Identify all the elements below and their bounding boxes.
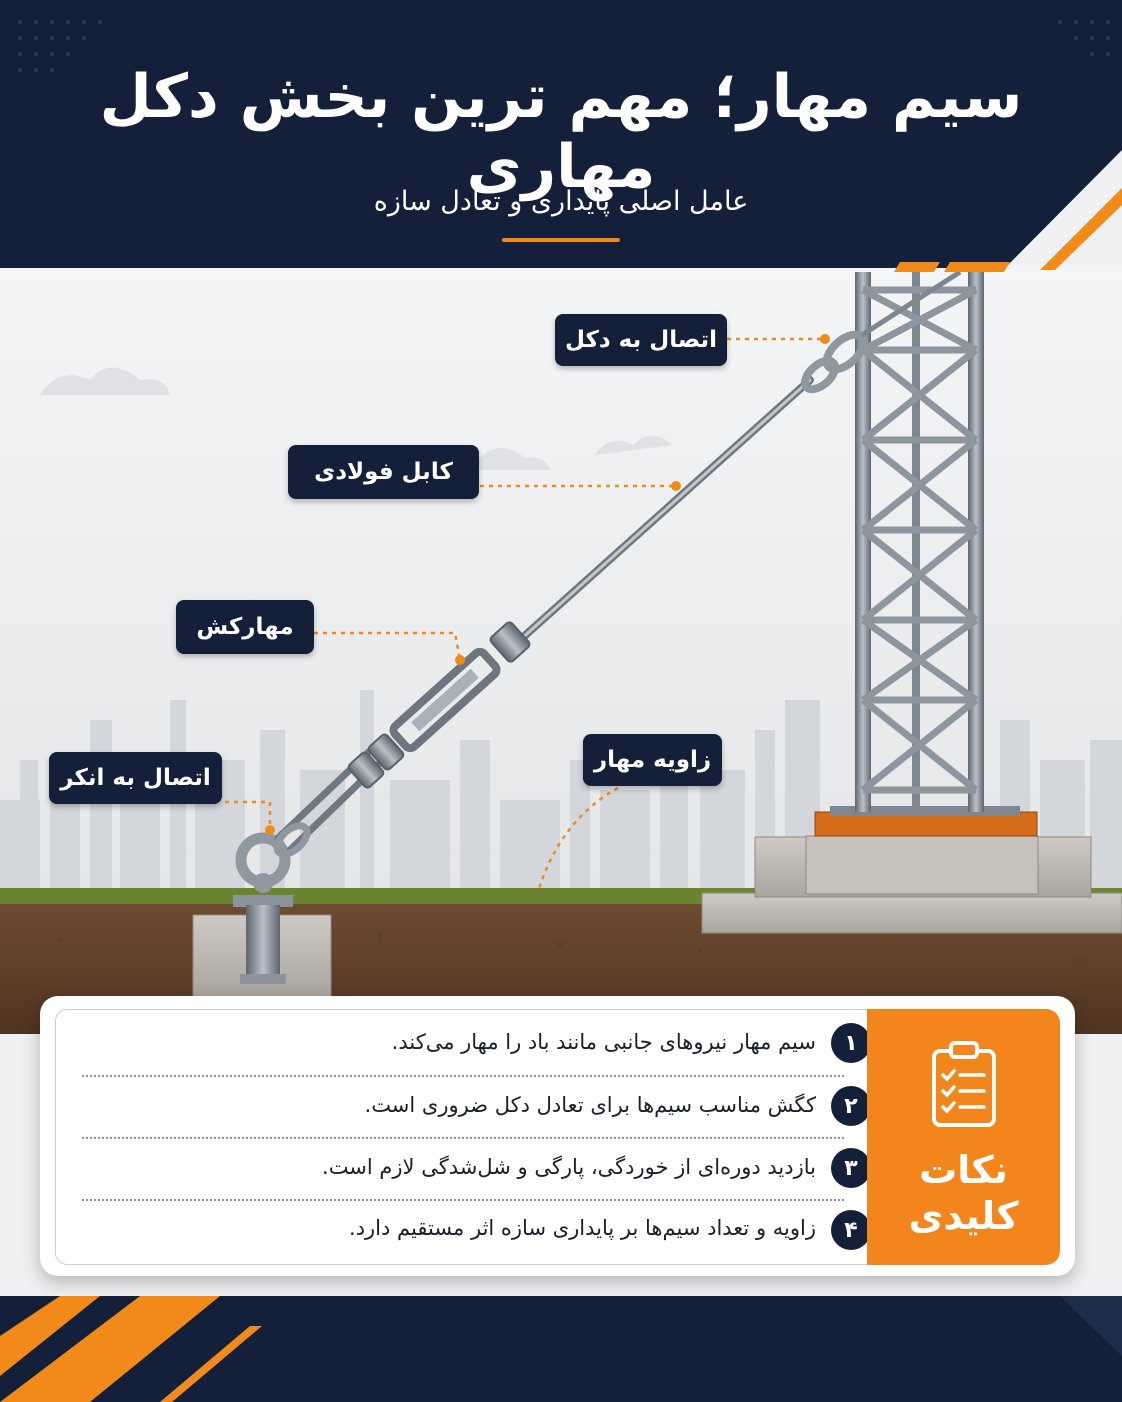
label-steel-cable: کابل فولادی: [288, 445, 479, 499]
subtitle-underline: [502, 238, 620, 242]
key-points-title-line2: کلیدی: [908, 1194, 1019, 1238]
key-point-number: ۴: [831, 1210, 871, 1250]
key-point-text: سیم مهار نیروهای جانبی مانند باد را مهار می‌کند.: [391, 1030, 816, 1054]
clipboard-checklist-icon: [929, 1039, 999, 1129]
key-point-text: بازدید دوره‌ای از خوردگی، پارگی و شل‌شدگی لازم است.: [322, 1155, 816, 1179]
divider: [82, 1075, 844, 1077]
key-point-number: ۱: [831, 1023, 871, 1063]
key-point-text: زاویه و تعداد سیم‌ها بر پایداری سازه اثر مستقیم دارد.: [349, 1216, 816, 1240]
key-points-heading: [867, 1009, 1060, 1265]
header-banner: [0, 0, 1122, 270]
key-points-list: [55, 1009, 907, 1265]
label-mast-connection: اتصال به دکل: [555, 314, 727, 366]
label-anchor-connection: اتصال به انکر: [49, 752, 222, 804]
key-point-number: ۳: [831, 1148, 871, 1188]
footer-shape: [0, 1296, 1122, 1402]
key-points-panel: [40, 996, 1075, 1276]
label-turnbuckle: مهارکش: [176, 600, 314, 654]
footer-bar: [0, 1296, 1122, 1402]
key-point-text: کگش مناسب سیم‌ها برای تعادل دکل ضروری است.: [364, 1093, 816, 1117]
page-subtitle: عامل اصلی پایداری و تعادل سازه: [373, 186, 749, 217]
divider: [82, 1137, 844, 1139]
key-points-title-line1: نکات: [919, 1148, 1008, 1192]
key-point-number: ۲: [831, 1086, 871, 1126]
page-title: سیم مهار؛ مهم ترین بخش دکل مهاری: [99, 62, 1023, 202]
divider: [82, 1199, 844, 1201]
key-points-title: [867, 1147, 1060, 1239]
label-guy-angle: زاویه مهار: [583, 734, 722, 786]
